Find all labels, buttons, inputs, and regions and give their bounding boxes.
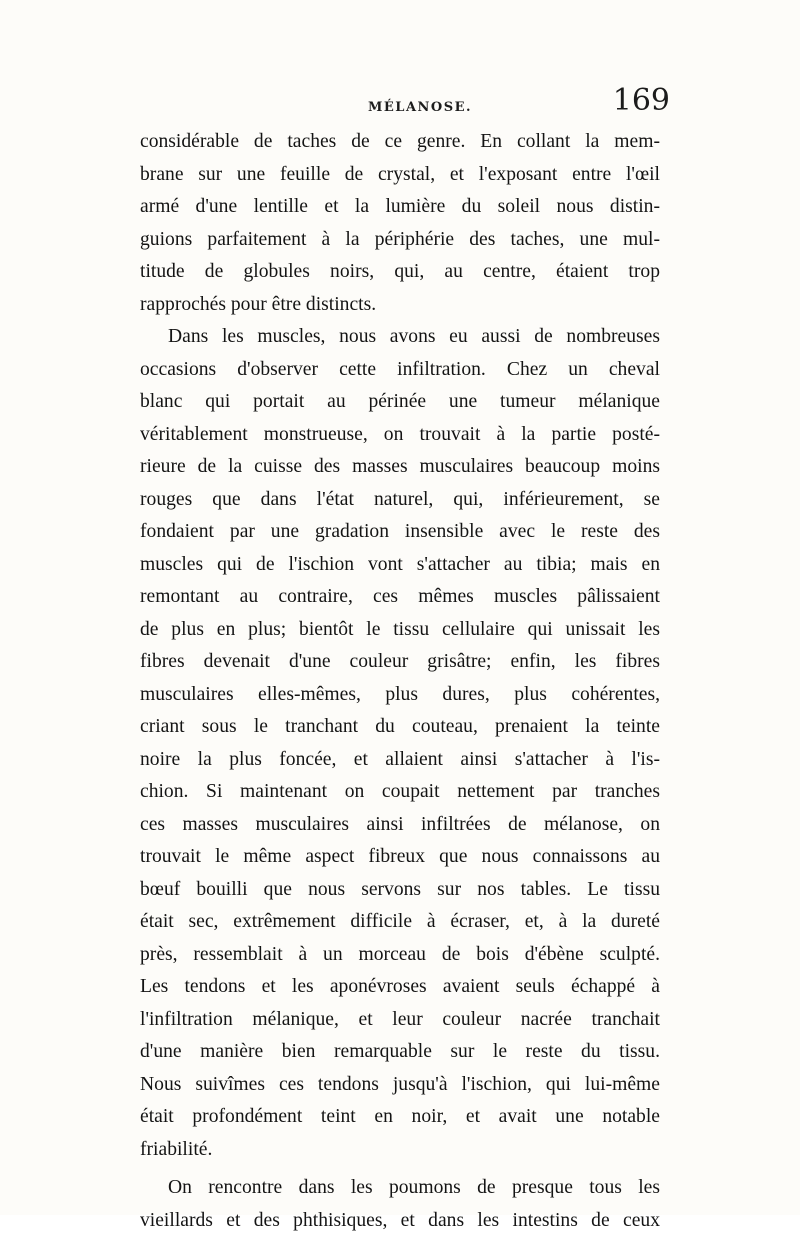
text-line: armé d'une lentille et la lumière du soleil nous distin- [140,191,660,224]
text-line: friabilité. [140,1134,660,1167]
text-line: près, ressemblait à un morceau de bois d'ébène sculpté. [140,939,660,972]
text-line: Dans les muscles, nous avons eu aussi de nombreuses [140,321,660,354]
text-line: rieure de la cuisse des masses musculaires beaucoup moins [140,451,660,484]
text-line: criant sous le tranchant du couteau, prenaient la teinte [140,711,660,744]
text-line: considérable de taches de ce genre. En collant la mem- [140,126,660,159]
text-line: remontant au contraire, ces mêmes muscles pâlissaient [140,581,660,614]
text-line: bœuf bouilli que nous servons sur nos tables. Le tissu [140,874,660,907]
text-line: était sec, extrêmement difficile à écraser, et, à la dureté [140,906,660,939]
running-title: MÉLANOSE. [368,100,472,115]
text-line: ces masses musculaires ainsi infiltrées de mélanose, on [140,809,660,842]
text-line: d'une manière bien remarquable sur le reste du tissu. [140,1036,660,1069]
paragraph [140,126,660,321]
text-line: brane sur une feuille de crystal, et l'exposant entre l'œil [140,159,660,192]
text-line: Nous suivîmes ces tendons jusqu'à l'ischion, qui lui-même [140,1069,660,1102]
text-line: fibres devenait d'une couleur grisâtre; enfin, les fibres [140,646,660,679]
text-line: rouges que dans l'état naturel, qui, inférieurement, se [140,484,660,517]
paragraph [140,1172,660,1237]
text-line: Les tendons et les aponévroses avaient seuls échappé à [140,971,660,1004]
text-line: occasions d'observer cette infiltration. Chez un cheval [140,354,660,387]
text-line: muscles qui de l'ischion vont s'attacher au tibia; mais en [140,549,660,582]
text-line: chion. Si maintenant on coupait nettement par tranches [140,776,660,809]
text-line: noire la plus foncée, et allaient ainsi s'attacher à l'is- [140,744,660,777]
body-text [140,126,660,1237]
text-line: On rencontre dans les poumons de presque tous les [140,1172,660,1205]
text-line: véritablement monstrueuse, on trouvait à la partie posté- [140,419,660,452]
paragraph [140,321,660,1166]
page-number: 169 [613,86,670,116]
text-line: était profondément teint en noir, et avait une notable [140,1101,660,1134]
text-line: l'infiltration mélanique, et leur couleur nacrée tranchait [140,1004,660,1037]
text-line: titude de globules noirs, qui, au centre, étaient trop [140,256,660,289]
text-line: musculaires elles-mêmes, plus dures, plus cohérentes, [140,679,660,712]
page-header [140,86,670,126]
text-line: fondaient par une gradation insensible avec le reste des [140,516,660,549]
text-line: blanc qui portait au périnée une tumeur mélanique [140,386,660,419]
text-line: trouvait le même aspect fibreux que nous connaissons au [140,841,660,874]
text-line: de plus en plus; bientôt le tissu cellulaire qui unissait les [140,614,660,647]
text-line: vieillards et des phthisiques, et dans les intestins de ceux [140,1205,660,1237]
text-line: guions parfaitement à la périphérie des taches, une mul- [140,224,660,257]
text-line: rapprochés pour être distincts. [140,289,660,322]
